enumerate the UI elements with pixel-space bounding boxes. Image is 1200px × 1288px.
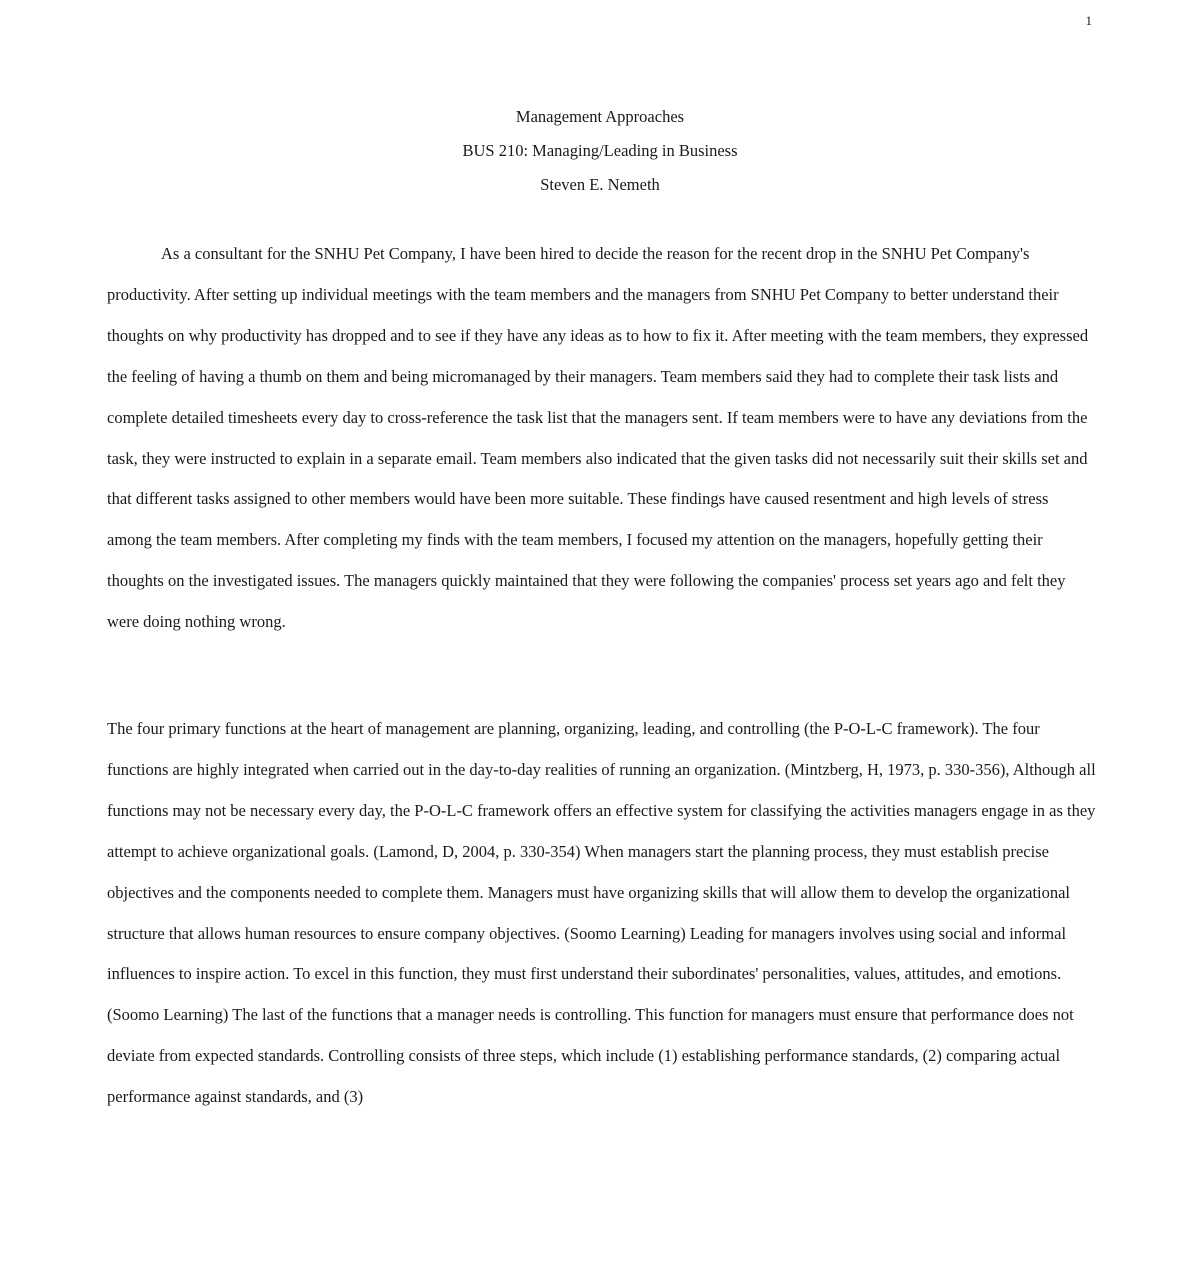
author-name: Steven E. Nemeth <box>540 175 660 194</box>
page-number: 1 <box>1085 13 1092 28</box>
paragraph-consultant-findings: As a consultant for the SNHU Pet Company, I have been hired to decide the reason for the recent drop in the SNHU Pet Company's productivity. After setting up individual meetings with the team members and the managers from SNHU Pet Company to better understand their thoughts on why productivity has dropped and to see if they have any ideas as to how to fix it. After meeting with the team members, they expressed the feeling of having a thumb on them and being micromanaged by their managers. Team members said they had to complete their task lists and complete detailed timesheets every day to cross-reference the task list that the managers sent. If team members were to have any deviations from the task, they were instructed to explain in a separate email. Team members also indicated that the given tasks did not necessarily suit their skills set and that different tasks assigned to other members would have been more suitable. These findings have caused resentment and high levels of stress among the team members. After completing my finds with the team members, I focused my attention on the managers, hopefully getting their thoughts on the investigated issues. The managers quickly maintained that they were following the companies' process set years ago and felt they were doing nothing wrong. <box>107 244 1089 632</box>
title-block <box>0 103 1200 205</box>
document-title: Management Approaches <box>515 107 685 126</box>
course-name: BUS 210: Managing/Leading in Business <box>462 141 738 160</box>
paragraph-polc-framework: The four primary functions at the heart of management are planning, organizing, leading, and controlling (the P-O-L-C framework). The four functions are highly integrated when carried out in the day-to-day realities of running an organization. (Mintzberg, H, 1973, p. 330-356), Although all functions may not be necessary every day, the P-O-L-C framework offers an effective system for classifying the activities managers engage in as they attempt to achieve organizational goals. (Lamond, D, 2004, p. 330-354) When managers start the planning process, they must establish precise objectives and the components needed to complete them. Managers must have organizing skills that will allow them to develop the organizational structure that allows human resources to ensure company objectives. (Soomo Learning) Leading for managers involves using social and informal influences to inspire action. To excel in this function, they must first understand their subordinates' personalities, values, attitudes, and emotions. (Soomo Learning) The last of the functions that a manager needs is controlling. This function for managers must ensure that performance does not deviate from expected standards. Controlling consists of three steps, which include (1) establishing performance standards, (2) comparing actual performance against standards, and (3) <box>107 719 1096 1107</box>
